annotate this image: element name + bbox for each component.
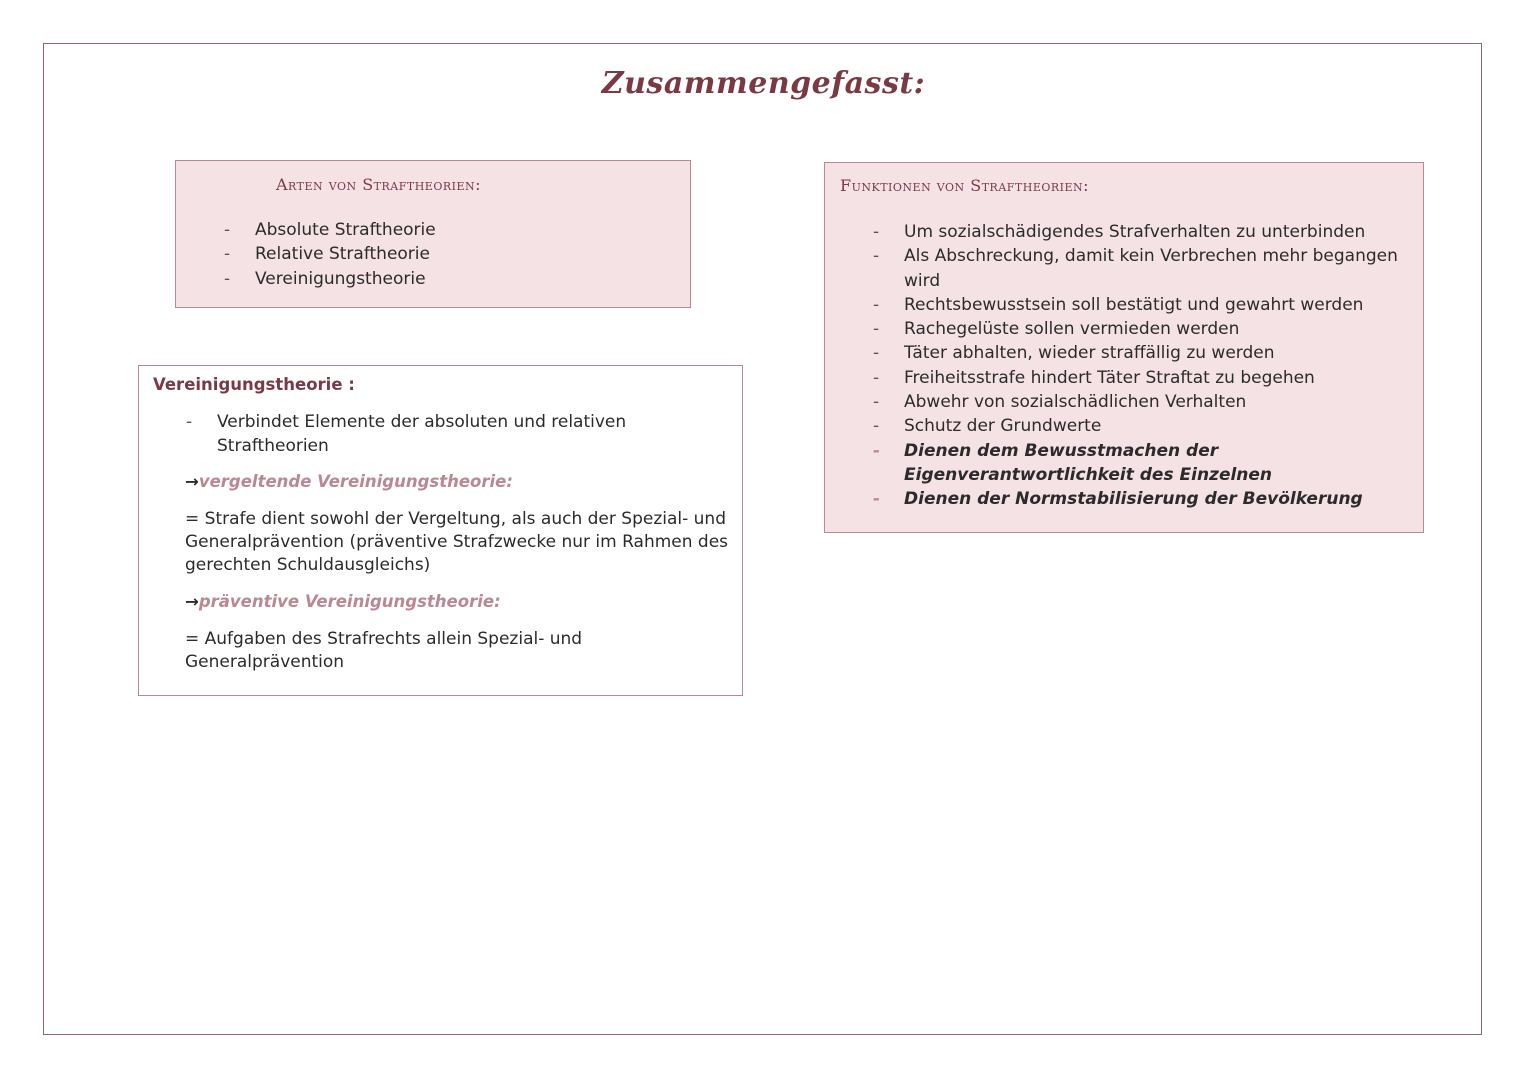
page-title: Zusammengefasst:: [601, 66, 926, 101]
vergeltende-text: = Strafe dient sowohl der Vergeltung, als auch der Spezial- und Generalprävention (präventive Strafzwecke nur im Rahmen des gerechten Schuldausgleichs): [185, 509, 729, 575]
list-item-highlight: - Dienen der Normstabilisierung der Bevölkerung: [904, 487, 1409, 511]
dash-icon: -: [873, 440, 881, 461]
vereinigung-heading: Vereinigungstheorie :: [153, 375, 355, 394]
list-item: - Als Abschreckung, damit kein Verbrechen mehr begangen wird: [873, 246, 1398, 291]
arten-list: [224, 218, 436, 291]
list-item: - Absolute Straftheorie: [255, 218, 436, 242]
funktionen-list: [873, 220, 1409, 512]
dash-icon: -: [873, 246, 880, 267]
list-item: - Schutz der Grundwerte: [904, 414, 1409, 438]
dash-icon: -: [224, 244, 231, 265]
dash-icon: -: [873, 294, 880, 315]
vereinigung-list: [186, 410, 657, 459]
dash-icon: -: [873, 367, 880, 388]
arten-heading: Arten von Straftheorien:: [276, 175, 482, 194]
dash-icon: -: [186, 412, 193, 432]
list-item: - Abwehr von sozialschädlichen Verhalten: [904, 390, 1409, 414]
arten-box: [175, 160, 691, 308]
list-item: - Relative Straftheorie: [255, 242, 436, 266]
dash-icon: -: [873, 416, 880, 437]
list-item: - Täter abhalten, wieder straffällig zu werden: [904, 341, 1409, 365]
praeventive-label: →präventive Vereinigungstheorie:: [185, 592, 501, 611]
arrow-right-icon: →: [185, 592, 199, 611]
dash-icon: -: [873, 489, 881, 510]
dash-icon: -: [873, 392, 880, 413]
vergeltende-label: →vergeltende Vereinigungstheorie:: [185, 472, 513, 491]
vereinigung-box: [138, 365, 743, 696]
list-item: - Rachegelüste sollen vermieden werden: [904, 317, 1409, 341]
dash-icon: -: [873, 343, 880, 364]
funktionen-heading: Funktionen von Straftheorien:: [840, 176, 1090, 195]
dash-icon: -: [224, 220, 231, 240]
list-item-highlight: - Dienen dem Bewusstmachen der Eigenverantwortlichkeit des Einzelnen: [873, 440, 1273, 485]
list-item: - Rechtsbewusstsein soll bestätigt und gewahrt werden: [904, 293, 1409, 317]
dash-icon: -: [224, 268, 231, 289]
list-item: - Vereinigungstheorie: [255, 267, 436, 291]
list-item: - Verbindet Elemente der absoluten und relativen Straftheorien: [186, 412, 627, 457]
list-item: - Freiheitsstrafe hindert Täter Straftat zu begehen: [904, 366, 1409, 390]
funktionen-box: [824, 162, 1424, 533]
dash-icon: -: [873, 222, 880, 242]
list-item: - Um sozialschädigendes Strafverhalten zu unterbinden: [904, 220, 1409, 244]
arrow-right-icon: →: [185, 472, 199, 491]
praeventive-text: = Aufgaben des Strafrechts allein Spezial- und Generalprävention: [185, 629, 583, 672]
dash-icon: -: [873, 319, 880, 340]
